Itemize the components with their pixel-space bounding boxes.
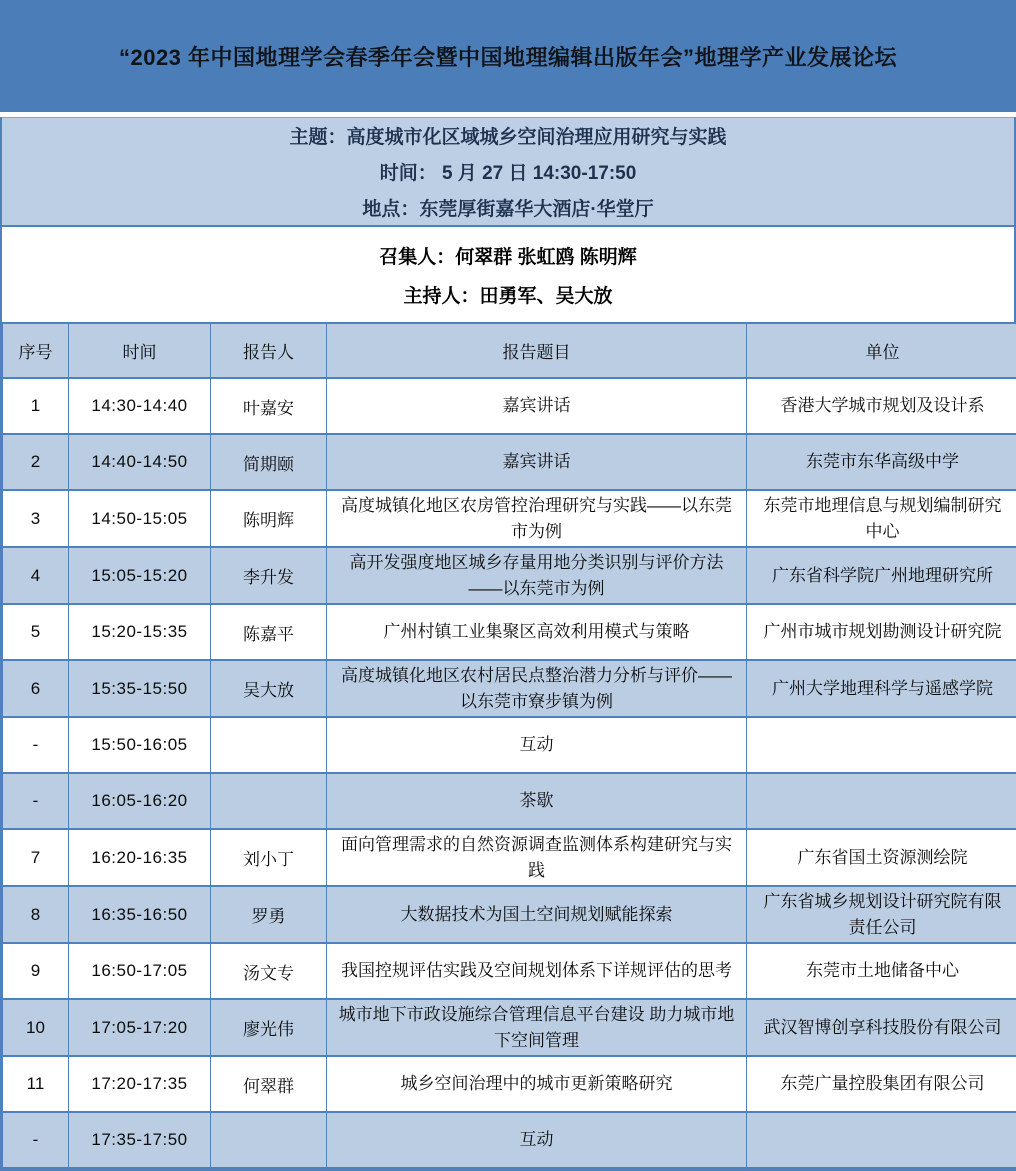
cell-index: 7 (3, 829, 69, 886)
cell-time: 16:05-16:20 (69, 773, 211, 829)
conveners-line: 召集人：何翠群 张虹鸥 陈明辉 (379, 242, 637, 269)
table-header-row (3, 323, 1016, 378)
cell-index: 3 (3, 490, 69, 547)
cell-time: 15:50-16:05 (69, 717, 211, 773)
cell-org (747, 1112, 1016, 1168)
table-row (3, 999, 1016, 1056)
session-location: 地点：东莞厚街嘉华大酒店·华堂厅 (362, 194, 653, 221)
cell-time: 14:30-14:40 (69, 378, 211, 434)
schedule-table (2, 322, 1016, 1169)
table-row (3, 943, 1016, 999)
cell-speaker (211, 717, 327, 773)
cell-title: 高度城镇化地区农村居民点整治潜力分析与评价——以东莞市寮步镇为例 (327, 660, 747, 717)
table-row (3, 378, 1016, 434)
cell-index: 5 (3, 604, 69, 660)
table-row (3, 490, 1016, 547)
cell-index: 2 (3, 434, 69, 490)
cell-time: 15:20-15:35 (69, 604, 211, 660)
cell-title: 嘉宾讲话 (327, 434, 747, 490)
cell-index: - (3, 1112, 69, 1168)
table-row (3, 434, 1016, 490)
cell-title: 城乡空间治理中的城市更新策略研究 (327, 1056, 747, 1112)
table-row (3, 1056, 1016, 1112)
cell-speaker: 罗勇 (211, 886, 327, 943)
cell-title: 广州村镇工业集聚区高效利用模式与策略 (327, 604, 747, 660)
banner (0, 0, 1016, 112)
cell-speaker: 陈嘉平 (211, 604, 327, 660)
table-row (3, 829, 1016, 886)
cell-speaker (211, 773, 327, 829)
col-header-org: 单位 (747, 323, 1016, 378)
cell-speaker: 汤文专 (211, 943, 327, 999)
table-row (3, 660, 1016, 717)
cell-org: 广东省国土资源测绘院 (747, 829, 1016, 886)
cell-time: 14:50-15:05 (69, 490, 211, 547)
cell-title: 高开发强度地区城乡存量用地分类识别与评价方法——以东莞市为例 (327, 547, 747, 604)
session-theme: 主题：高度城市化区域城乡空间治理应用研究与实践 (289, 122, 726, 149)
program-sheet (0, 117, 1016, 1171)
cell-speaker: 何翠群 (211, 1056, 327, 1112)
cell-speaker: 李升发 (211, 547, 327, 604)
cell-org: 广州市城市规划勘测设计研究院 (747, 604, 1016, 660)
cell-time: 17:05-17:20 (69, 999, 211, 1056)
cell-org: 东莞市土地储备中心 (747, 943, 1016, 999)
cell-index: 4 (3, 547, 69, 604)
cell-index: 8 (3, 886, 69, 943)
cell-title: 城市地下市政设施综合管理信息平台建设 助力城市地下空间管理 (327, 999, 747, 1056)
table-row (3, 547, 1016, 604)
cell-title: 面向管理需求的自然资源调查监测体系构建研究与实践 (327, 829, 747, 886)
table-row (3, 717, 1016, 773)
table-row (3, 886, 1016, 943)
session-time: 时间： 5 月 27 日 14:30-17:50 (380, 158, 637, 185)
cell-index: - (3, 773, 69, 829)
cell-index: 10 (3, 999, 69, 1056)
cell-speaker: 简期颐 (211, 434, 327, 490)
cell-title: 嘉宾讲话 (327, 378, 747, 434)
cell-org: 武汉智博创享科技股份有限公司 (747, 999, 1016, 1056)
cell-speaker: 吴大放 (211, 660, 327, 717)
cell-org: 广东省城乡规划设计研究院有限责任公司 (747, 886, 1016, 943)
cell-speaker: 廖光伟 (211, 999, 327, 1056)
cell-time: 15:35-15:50 (69, 660, 211, 717)
cell-index: - (3, 717, 69, 773)
cell-title: 互动 (327, 717, 747, 773)
cell-time: 17:20-17:35 (69, 1056, 211, 1112)
cell-time: 16:50-17:05 (69, 943, 211, 999)
cell-org (747, 773, 1016, 829)
table-row (3, 604, 1016, 660)
people-block (2, 227, 1014, 322)
col-header-index: 序号 (3, 323, 69, 378)
cell-index: 6 (3, 660, 69, 717)
cell-speaker: 刘小丁 (211, 829, 327, 886)
cell-org: 东莞市东华高级中学 (747, 434, 1016, 490)
cell-org: 东莞市地理信息与规划编制研究中心 (747, 490, 1016, 547)
cell-title: 茶歇 (327, 773, 747, 829)
cell-index: 11 (3, 1056, 69, 1112)
session-info-block (2, 117, 1014, 227)
col-header-time: 时间 (69, 323, 211, 378)
cell-index: 1 (3, 378, 69, 434)
cell-title: 大数据技术为国土空间规划赋能探索 (327, 886, 747, 943)
cell-speaker: 陈明辉 (211, 490, 327, 547)
cell-org: 香港大学城市规划及设计系 (747, 378, 1016, 434)
cell-org: 广州大学地理科学与遥感学院 (747, 660, 1016, 717)
table-row (3, 1112, 1016, 1168)
cell-time: 15:05-15:20 (69, 547, 211, 604)
col-header-speaker: 报告人 (211, 323, 327, 378)
cell-org: 广东省科学院广州地理研究所 (747, 547, 1016, 604)
cell-time: 16:20-16:35 (69, 829, 211, 886)
cell-org: 东莞广量控股集团有限公司 (747, 1056, 1016, 1112)
hosts-line: 主持人：田勇军、吴大放 (403, 281, 612, 308)
cell-time: 16:35-16:50 (69, 886, 211, 943)
cell-index: 9 (3, 943, 69, 999)
cell-speaker: 叶嘉安 (211, 378, 327, 434)
cell-speaker (211, 1112, 327, 1168)
page-title: “2023 年中国地理学会春季年会暨中国地理编辑出版年会”地理学产业发展论坛 (119, 41, 897, 72)
cell-title: 我国控规评估实践及空间规划体系下详规评估的思考 (327, 943, 747, 999)
cell-title: 互动 (327, 1112, 747, 1168)
cell-time: 17:35-17:50 (69, 1112, 211, 1168)
table-row (3, 773, 1016, 829)
cell-title: 高度城镇化地区农房管控治理研究与实践——以东莞市为例 (327, 490, 747, 547)
col-header-title: 报告题目 (327, 323, 747, 378)
cell-org (747, 717, 1016, 773)
cell-time: 14:40-14:50 (69, 434, 211, 490)
